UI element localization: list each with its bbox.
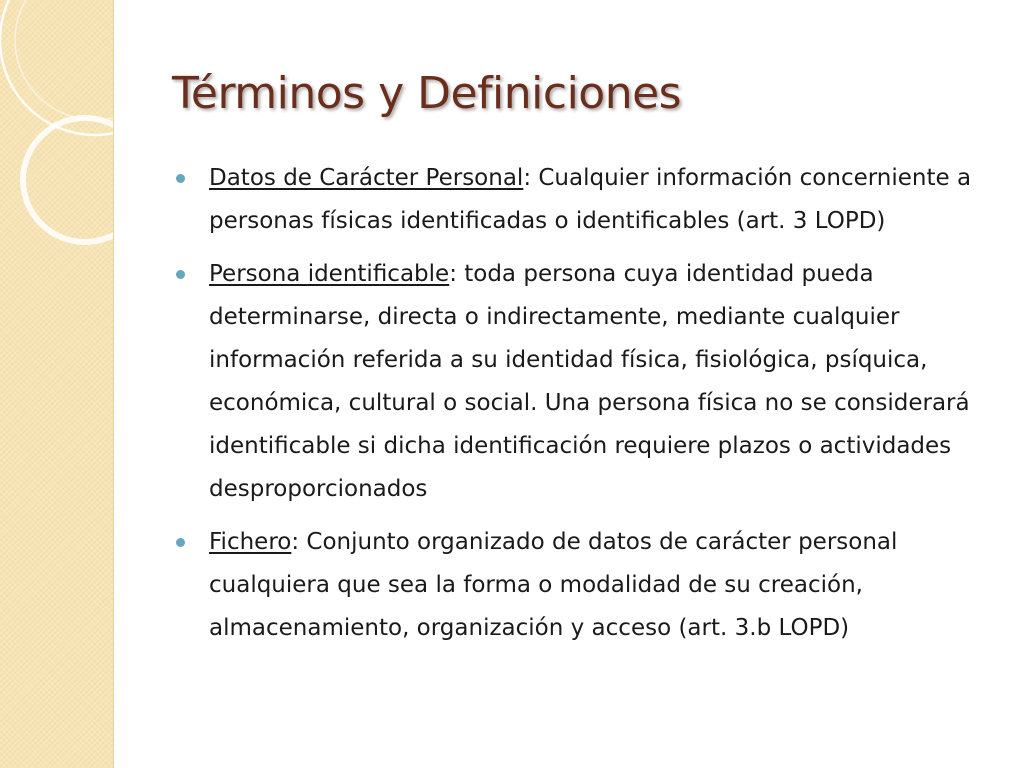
term-label: Persona identificable (209, 261, 450, 287)
term-label: Fichero (209, 529, 292, 555)
term-label: Datos de Carácter Personal (209, 165, 524, 191)
definitions-list (176, 157, 994, 660)
page-title: Términos y Definiciones (172, 68, 682, 119)
definition-text: : Cualquier información concerniente a personas físicas identificadas o identificables (art. 3 LOPD) (209, 165, 972, 234)
list-item (176, 521, 994, 650)
bullet-icon (176, 538, 185, 547)
definition-text: : Conjunto organizado de datos de carácter personal cualquiera que sea la forma o modalidad de su creación, almacenamiento, organización y acceso (art. 3.b LOPD) (209, 529, 898, 641)
bullet-icon (176, 174, 185, 183)
list-item (176, 157, 994, 243)
decorative-circles (0, 0, 113, 768)
list-item (176, 253, 994, 511)
bullet-icon (176, 270, 185, 279)
decorative-side-panel (0, 0, 114, 768)
definition-text: : toda persona cuya identidad pueda determinarse, directa o indirectamente, mediante cualquier información referida a su identidad física, fisiológica, psíquica, económica, cultural o social. Una persona física no se considerará identificable si dicha identificación requiere plazos o actividades desproporcionados (209, 261, 970, 502)
